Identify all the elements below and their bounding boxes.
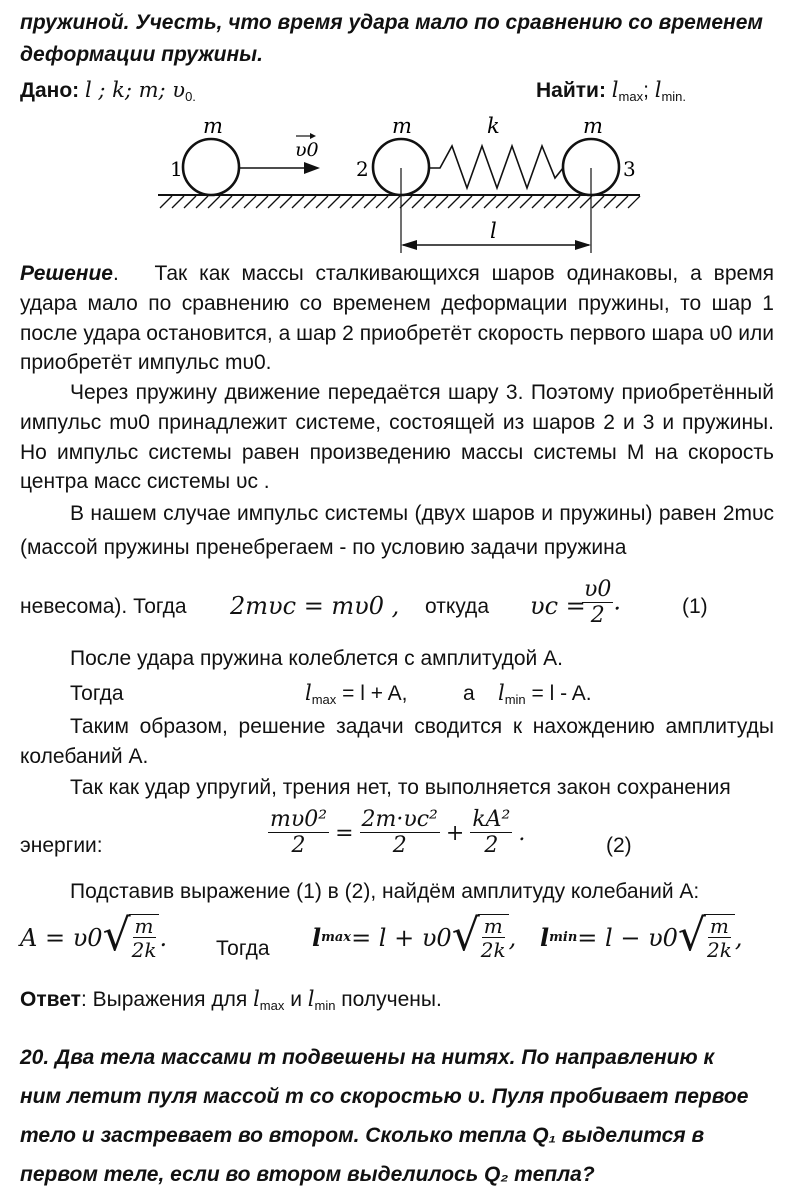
ball-1 <box>183 139 239 195</box>
given-values: l ; k; m; υ <box>85 78 186 102</box>
energy-text: энергии: <box>20 834 103 857</box>
lmax-equation: $l_{max} = l + A$, <box>305 681 408 707</box>
solution-paragraph-7: Таким образом, решение задачи сводится к нахождению амплитуды колебаний A. <box>20 715 774 768</box>
problem-20-line-3: тело и застревает во втором. Сколько тепла Q₁ выделится в <box>20 1124 705 1147</box>
solution-p4-start: невесома). Тогда <box>20 595 187 618</box>
solution-label: Решение <box>20 262 113 285</box>
solution-paragraph-5: После удара пружина колеблется с амплитудой A. <box>70 647 563 670</box>
spring <box>429 146 563 188</box>
lmin-equation: $l_{min} = l - A$. <box>498 681 592 707</box>
and-text: а <box>463 682 475 705</box>
lmin-formula: l min = l − υ0 √ $\frac{m}{2k}$ , <box>540 910 743 962</box>
problem-text-line-1: пружиной. Учесть, что время удара мало по сравнению со временем <box>20 11 763 34</box>
whence-text: откуда <box>425 595 489 618</box>
ball-1-label: 1 <box>170 157 183 181</box>
velocity-arrowhead <box>304 162 320 174</box>
given-line: Дано: l ; k; m; $\upsilon_{0.}$ <box>20 78 196 104</box>
solution-paragraph-2: Через пружину движение передаётся шару 3. Поэтому приобретённый импульс mυ0 принадлежит системе, состоящей из шаров 2 и 3 и пружины. Но импульс системы равен произведению массы системы M на скорость центра масс системы υc . <box>20 381 774 494</box>
then-text-2: Тогда <box>216 937 270 960</box>
eq-momentum: 2mυc = mυ0 , <box>230 592 400 620</box>
answer-line: Ответ: Выражения для $l_{max}$ и $l_{min}$ получены. <box>20 987 442 1013</box>
spring-balls-figure <box>0 108 792 258</box>
lmax-formula: l max = l + υ0 √ $\frac{m}{2k}$ , <box>312 910 517 962</box>
ground-hatching <box>160 196 640 208</box>
velocity-label: υ0 <box>295 139 319 161</box>
equation-number-2: (2) <box>606 834 632 857</box>
answer-label: Ответ <box>20 988 81 1011</box>
solution-paragraph-10: Подставив выражение (1) в (2), найдём амплитуду колебаний A: <box>70 880 700 903</box>
mass-label-1: m <box>203 114 223 138</box>
given-v-sub: 0. <box>185 89 196 104</box>
mass-label-3: m <box>583 114 603 138</box>
eq-vc-num: υ0 <box>584 577 612 602</box>
find-line: Найти: $l_{max}$; $l_{min.}$ <box>536 78 687 104</box>
length-label: l <box>490 219 497 243</box>
eq-vc-den: 2 <box>590 603 605 629</box>
problem-text-line-2: деформации пружины. <box>20 43 263 66</box>
find-label: Найти <box>536 79 599 102</box>
solution-paragraph-8: Так как удар упругий, трения нет, то выполняется закон сохранения <box>70 776 731 799</box>
solution-p1: Так как массы сталкивающихся шаров одинаковы, а время удара мало по сравнению со временем деформации пружины, то шар 1 после удара остановится, а шар 2 приобретёт скорость первого шара υ0 или приобретёт импульс mυ0. <box>20 262 774 375</box>
energy-equation: $\frac{\text{mυ0²}}{2}$ = $\frac{\text{2m·υc²}}{2}$ + $\frac{\text{kA²}}{2}$ . <box>270 807 526 859</box>
given-label: Дано <box>20 79 73 102</box>
spring-label: k <box>487 114 500 138</box>
amplitude-formula: A = υ0 √ $\frac{m}{2k}$ . <box>20 910 168 962</box>
ball-2-label: 2 <box>356 157 369 181</box>
then-text: Тогда <box>70 682 124 705</box>
eq-vc-left: υc = <box>530 592 586 620</box>
problem-20-line-1: 20. Два тела массами m подвешены на нитях. По направлению к <box>20 1046 715 1069</box>
ball-3-label: 3 <box>623 157 636 181</box>
equation-number-1: (1) <box>682 595 708 618</box>
eq-vc-fraction: $\frac{\upsilon 0}{2}$ . <box>584 577 622 629</box>
solution-paragraph-3: В нашем случае импульс системы (двух шаров и пружины) равен 2mυc (массой пружины пренебрегаем - по условию задачи пружина <box>20 502 774 559</box>
mass-label-2: m <box>392 114 412 138</box>
solution-paragraph-1: Решение. Так как массы сталкивающихся шаров одинаковы, а время удара мало по сравнению со временем деформации пружины, то шар 1 после удара остановится, а шар 2 приобретёт скорость первого шара υ0 или приобретёт импульс mυ0. <box>20 262 774 375</box>
problem-20-line-2: ним летит пуля массой m со скоростью υ. Пуля пробивает первое <box>20 1085 749 1108</box>
problem-20-line-4: первом теле, если во втором выделилось Q₂ тепла? <box>20 1163 595 1186</box>
